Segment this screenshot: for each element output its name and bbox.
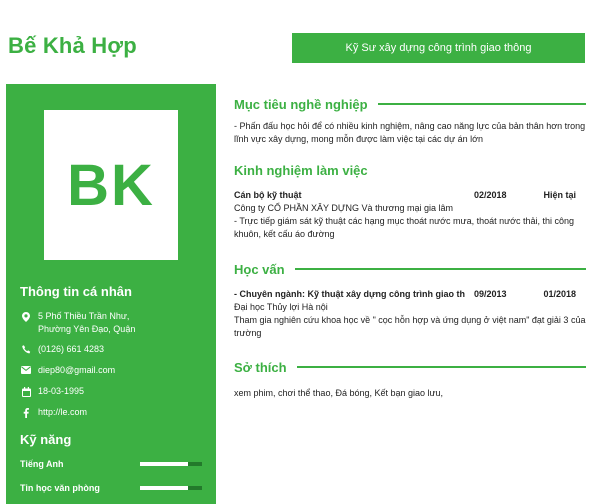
address-line1: 5 Phố Thiều Trần Như,: [38, 311, 130, 321]
skill-name: Tin học văn phòng: [20, 483, 100, 493]
education-end: 01/2018: [543, 289, 576, 299]
phone-number: (0126) 661 4283: [38, 344, 105, 354]
education-header-row: [234, 287, 586, 301]
skills-title: Kỹ năng: [20, 432, 72, 447]
education-title: Học vấn: [234, 261, 285, 277]
facebook-icon: [20, 406, 32, 419]
info-email: [20, 364, 210, 377]
experience-position: Cán bộ kỹ thuật: [234, 190, 302, 200]
skill-name: Tiếng Anh: [20, 459, 64, 469]
education-section: [234, 259, 586, 340]
education-school: Đại học Thủy lợi Hà nội: [234, 302, 328, 312]
section-divider: [378, 103, 586, 105]
experience-company: Công ty CỔ PHẦN XÂY DỰNG Và thương mại gia lâm: [234, 203, 454, 213]
skill-bar: [140, 462, 202, 466]
envelope-icon: [20, 364, 32, 377]
skill-office: [20, 483, 210, 497]
education-start: 09/2013: [474, 289, 507, 299]
skill-bar: [140, 486, 202, 490]
skill-english: [20, 459, 210, 473]
website-link[interactable]: http://le.com: [38, 407, 88, 417]
experience-section: [234, 160, 586, 241]
birthday: 18-03-1995: [38, 386, 85, 396]
objective-title: Mục tiêu nghề nghiệp: [234, 96, 368, 112]
education-major: - Chuyên ngành: Kỹ thuật xây dựng công trình giao th: [234, 289, 466, 299]
info-address: [20, 310, 210, 336]
sidebar: [6, 84, 216, 504]
calendar-icon: [20, 385, 32, 398]
candidate-name: Bế Khả Hợp: [8, 33, 137, 58]
skill-level-fill: [140, 486, 188, 490]
info-website: [20, 406, 210, 419]
section-divider: [297, 366, 586, 368]
avatar: [44, 110, 178, 260]
email-address: diep80@gmail.com: [38, 365, 116, 375]
hobbies-text: xem phim, chơi thể thao, Đá bóng, Kết bạn giao lưu,: [234, 388, 444, 398]
hobbies-title: Sở thích: [234, 359, 287, 375]
avatar-initials: BK: [67, 152, 155, 218]
education-description: Tham gia nghiên cứu khoa học về " cọc hỗn hợp và ứng dụng ở việt nam" đạt giải 3 của trường: [234, 315, 586, 338]
skill-level-fill: [140, 462, 188, 466]
experience-title: Kinh nghiệm làm việc: [234, 162, 368, 178]
experience-start: 02/2018: [474, 190, 507, 200]
address-line2: Phường Yên Đạo, Quận: [38, 324, 136, 334]
experience-end: Hiện tại: [543, 190, 576, 200]
job-title: Kỹ Sư xây dựng công trình giao thông: [345, 42, 532, 54]
objective-section: [234, 94, 586, 146]
personal-info-title: Thông tin cá nhân: [20, 284, 132, 299]
hobbies-section: [234, 357, 586, 400]
job-title-banner: [292, 33, 585, 63]
experience-description: - Trực tiếp giám sát kỹ thuật các hạng mục thoát nước mưa, thoát nước thải, thi công khuôn, kết cấu áo đường: [234, 216, 575, 239]
phone-icon: [20, 343, 32, 356]
experience-header-row: [234, 188, 586, 202]
info-birthday: [20, 385, 210, 398]
section-divider: [295, 268, 586, 270]
map-pin-icon: [20, 310, 32, 336]
info-phone: [20, 343, 210, 356]
objective-text: - Phấn đấu học hỏi để có nhiều kinh nghiệm, nâng cao năng lực của bản thân hơn trong lĩnh vực xây dựng, mong mỗn được làm việc tại các dự án lớn: [234, 121, 586, 144]
